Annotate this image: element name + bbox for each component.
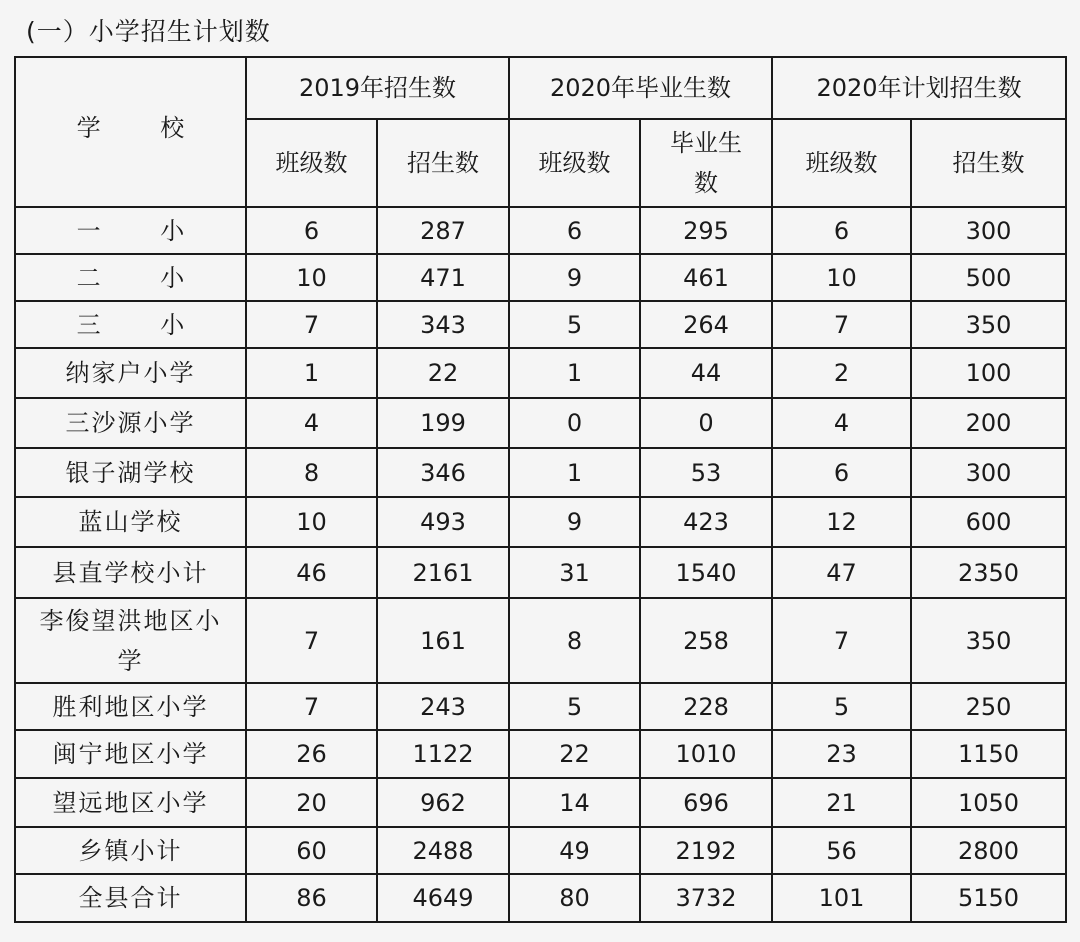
section-title: (一）小学招生计划数 <box>26 17 271 46</box>
value-cell: 2 <box>772 348 911 398</box>
value-cell: 5 <box>772 683 911 730</box>
table-row <box>15 547 1066 598</box>
value-cell: 200 <box>911 398 1066 448</box>
value-cell: 7 <box>246 598 377 683</box>
header-row-groups <box>15 57 1066 119</box>
school-name-cell: 银子湖学校 <box>15 448 246 497</box>
value-cell: 49 <box>509 827 640 874</box>
school-name-cell: 一 小 <box>15 207 246 254</box>
value-cell: 6 <box>509 207 640 254</box>
school-name-cell: 三 小 <box>15 301 246 348</box>
school-name-cell: 三沙源小学 <box>15 398 246 448</box>
value-cell: 8 <box>509 598 640 683</box>
value-cell: 423 <box>640 497 772 547</box>
value-cell: 228 <box>640 683 772 730</box>
value-cell: 1 <box>246 348 377 398</box>
value-cell: 962 <box>377 778 509 827</box>
table-row <box>15 874 1066 922</box>
table-row <box>15 778 1066 827</box>
value-cell: 295 <box>640 207 772 254</box>
value-cell: 346 <box>377 448 509 497</box>
school-name-cell: 望远地区小学 <box>15 778 246 827</box>
enrollment-table <box>14 56 1067 923</box>
value-cell: 101 <box>772 874 911 922</box>
value-cell: 300 <box>911 207 1066 254</box>
value-cell: 60 <box>246 827 377 874</box>
value-cell: 300 <box>911 448 1066 497</box>
value-cell: 10 <box>772 254 911 301</box>
table-row <box>15 827 1066 874</box>
value-cell: 264 <box>640 301 772 348</box>
value-cell: 1122 <box>377 730 509 778</box>
value-cell: 2161 <box>377 547 509 598</box>
value-cell: 1050 <box>911 778 1066 827</box>
subheader-classes: 班级数 <box>772 119 911 207</box>
value-cell: 8 <box>246 448 377 497</box>
value-cell: 6 <box>772 448 911 497</box>
value-cell: 250 <box>911 683 1066 730</box>
value-cell: 493 <box>377 497 509 547</box>
table-row <box>15 683 1066 730</box>
value-cell: 243 <box>377 683 509 730</box>
value-cell: 5 <box>509 301 640 348</box>
value-cell: 44 <box>640 348 772 398</box>
value-cell: 7 <box>246 683 377 730</box>
value-cell: 287 <box>377 207 509 254</box>
value-cell: 1010 <box>640 730 772 778</box>
value-cell: 22 <box>509 730 640 778</box>
value-cell: 350 <box>911 301 1066 348</box>
value-cell: 9 <box>509 497 640 547</box>
value-cell: 461 <box>640 254 772 301</box>
subheader-enrolled: 招生数 <box>377 119 509 207</box>
value-cell: 14 <box>509 778 640 827</box>
value-cell: 9 <box>509 254 640 301</box>
value-cell: 20 <box>246 778 377 827</box>
value-cell: 2350 <box>911 547 1066 598</box>
table-row <box>15 730 1066 778</box>
group-header-2019-enrollment: 2019年招生数 <box>246 57 509 119</box>
value-cell: 7 <box>246 301 377 348</box>
school-column-header: 学 校 <box>15 57 246 207</box>
value-cell: 80 <box>509 874 640 922</box>
value-cell: 6 <box>772 207 911 254</box>
group-header-2020-graduates: 2020年毕业生数 <box>509 57 772 119</box>
value-cell: 4649 <box>377 874 509 922</box>
school-name-cell: 乡镇小计 <box>15 827 246 874</box>
value-cell: 350 <box>911 598 1066 683</box>
value-cell: 7 <box>772 598 911 683</box>
value-cell: 600 <box>911 497 1066 547</box>
value-cell: 2192 <box>640 827 772 874</box>
table-row <box>15 398 1066 448</box>
table-row <box>15 598 1066 683</box>
value-cell: 21 <box>772 778 911 827</box>
school-name-cell: 全县合计 <box>15 874 246 922</box>
table-body <box>15 207 1066 922</box>
value-cell: 343 <box>377 301 509 348</box>
value-cell: 5150 <box>911 874 1066 922</box>
value-cell: 696 <box>640 778 772 827</box>
value-cell: 31 <box>509 547 640 598</box>
value-cell: 161 <box>377 598 509 683</box>
value-cell: 22 <box>377 348 509 398</box>
value-cell: 7 <box>772 301 911 348</box>
subheader-enrolled: 招生数 <box>911 119 1066 207</box>
value-cell: 2488 <box>377 827 509 874</box>
value-cell: 1150 <box>911 730 1066 778</box>
value-cell: 47 <box>772 547 911 598</box>
value-cell: 56 <box>772 827 911 874</box>
value-cell: 0 <box>509 398 640 448</box>
school-name-cell: 李俊望洪地区小学 <box>15 598 246 683</box>
subheader-classes: 班级数 <box>246 119 377 207</box>
school-name-cell: 县直学校小计 <box>15 547 246 598</box>
school-name-cell: 二 小 <box>15 254 246 301</box>
value-cell: 53 <box>640 448 772 497</box>
value-cell: 100 <box>911 348 1066 398</box>
value-cell: 6 <box>246 207 377 254</box>
school-name-cell: 闽宁地区小学 <box>15 730 246 778</box>
table-row <box>15 301 1066 348</box>
table-row <box>15 207 1066 254</box>
value-cell: 10 <box>246 497 377 547</box>
subheader-graduates: 毕业生数 <box>640 119 772 207</box>
value-cell: 10 <box>246 254 377 301</box>
school-name-cell: 纳家户小学 <box>15 348 246 398</box>
value-cell: 23 <box>772 730 911 778</box>
table-row <box>15 254 1066 301</box>
table-row <box>15 348 1066 398</box>
value-cell: 500 <box>911 254 1066 301</box>
value-cell: 26 <box>246 730 377 778</box>
table-row <box>15 448 1066 497</box>
school-name-cell: 胜利地区小学 <box>15 683 246 730</box>
value-cell: 1540 <box>640 547 772 598</box>
value-cell: 1 <box>509 348 640 398</box>
value-cell: 5 <box>509 683 640 730</box>
value-cell: 0 <box>640 398 772 448</box>
school-name-cell: 蓝山学校 <box>15 497 246 547</box>
value-cell: 46 <box>246 547 377 598</box>
value-cell: 258 <box>640 598 772 683</box>
value-cell: 86 <box>246 874 377 922</box>
value-cell: 12 <box>772 497 911 547</box>
value-cell: 4 <box>246 398 377 448</box>
table-row <box>15 497 1066 547</box>
value-cell: 3732 <box>640 874 772 922</box>
value-cell: 1 <box>509 448 640 497</box>
value-cell: 4 <box>772 398 911 448</box>
value-cell: 471 <box>377 254 509 301</box>
value-cell: 199 <box>377 398 509 448</box>
value-cell: 2800 <box>911 827 1066 874</box>
subheader-classes: 班级数 <box>509 119 640 207</box>
group-header-2020-planned: 2020年计划招生数 <box>772 57 1066 119</box>
